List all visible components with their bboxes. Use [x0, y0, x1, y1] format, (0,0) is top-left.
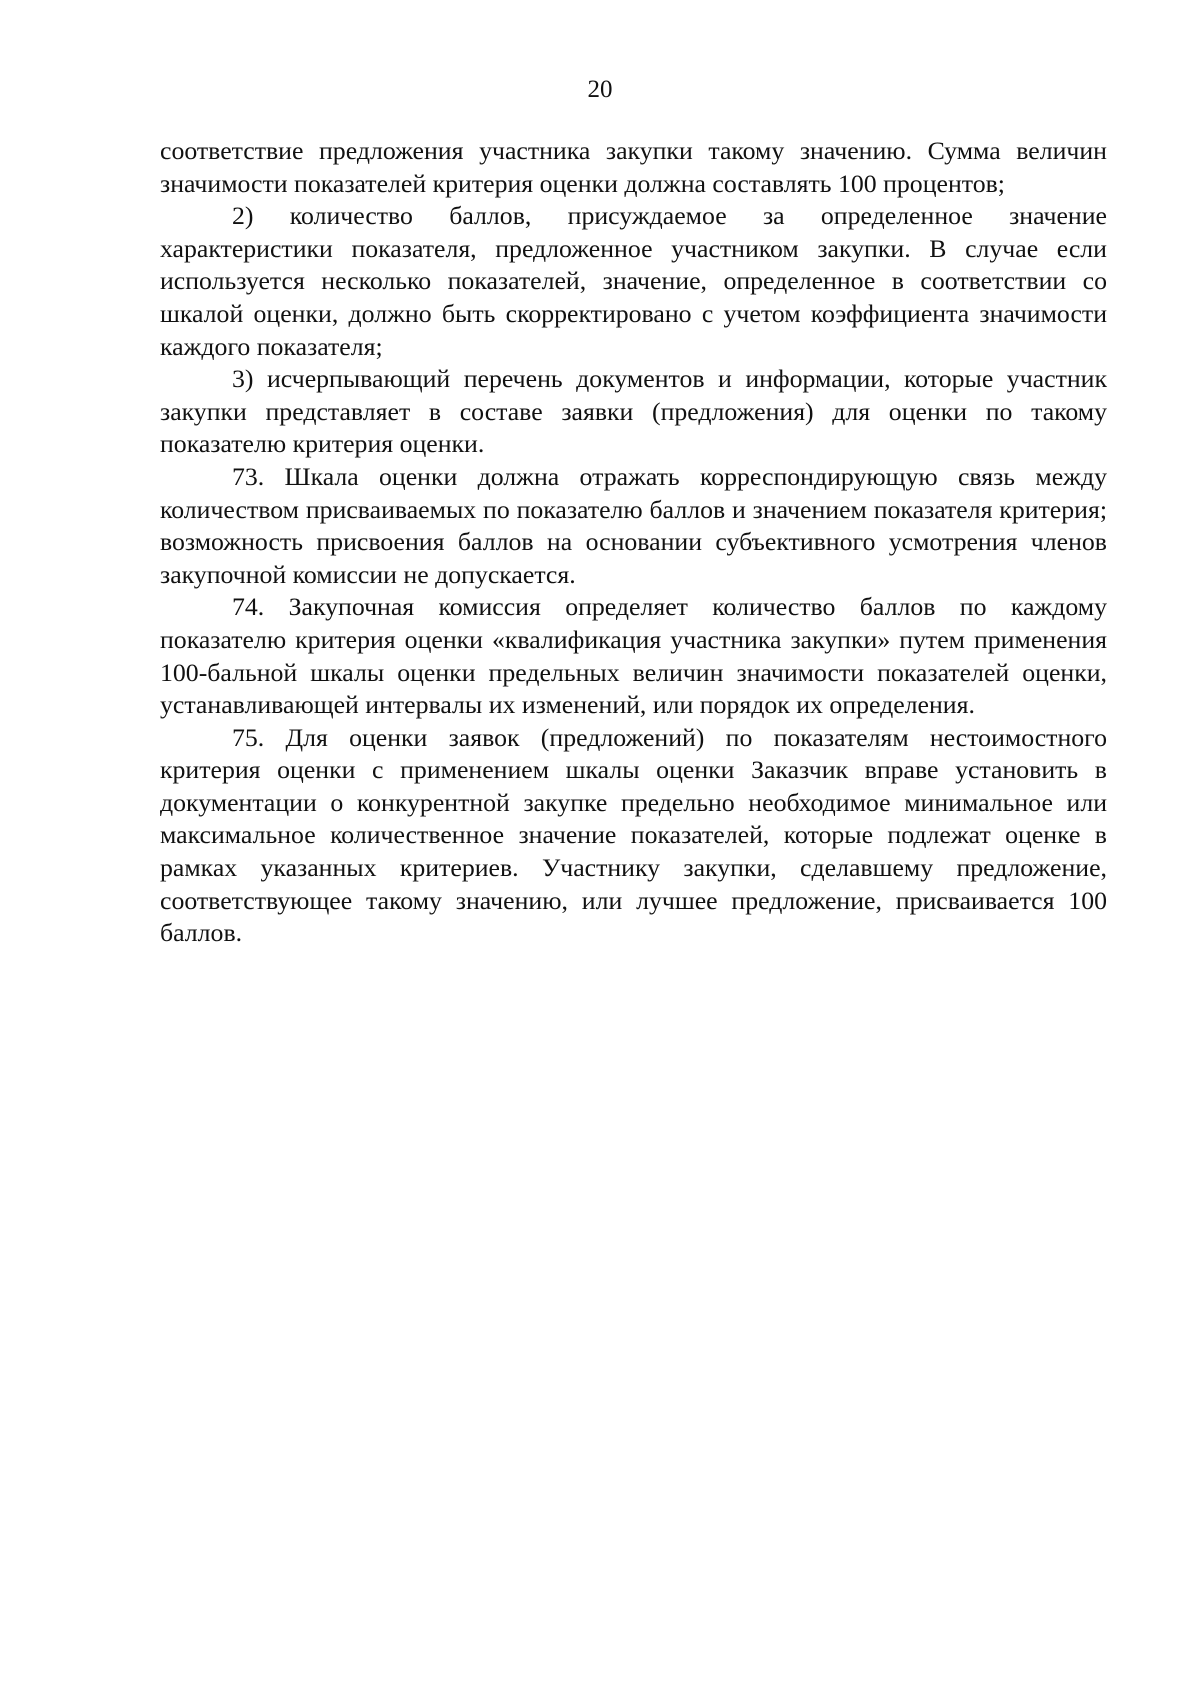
document-body: [160, 135, 1107, 950]
page-number: 20: [587, 76, 613, 103]
paragraph-75: 75. Для оценки заявок (предложений) по показателям нестоимостного критерия оценки с применением шкалы оценки Заказчик вправе установить в документации о конкурентной закупке предельно необходимое минимальное или максимальное количественное значение показателей, которые подлежат оценке в рамках указанных критериев. Участнику закупки, сделавшему предложение, соответствующее такому значению, или лучшее предложение, присваивается 100 баллов.: [160, 722, 1107, 948]
paragraph-item-2: 2) количество баллов, присуждаемое за определенное значение характеристики показателя, предложенное участником закупки. В случае если используется несколько показателей, значение, определенное в соответствии со шкалой оценки, должно быть скорректировано с учетом коэффициента значимости каждого показателя;: [160, 201, 1107, 361]
paragraph-continuation: соответствие предложения участника закупки такому значению. Сумма величин значимости показателей критерия оценки должна составлять 100 процентов;: [160, 136, 1107, 198]
paragraph-73: 73. Шкала оценки должна отражать корреспондирующую связь между количеством присваиваемых по показателю баллов и значением показателя критерия; возможность присвоения баллов на основании субъективного усмотрения членов закупочной комиссии не допускается.: [160, 461, 1107, 589]
paragraph-74: 74. Закупочная комиссия определяет количество баллов по каждому показателю критерия оценки «квалификация участника закупки» путем применения 100-бальной шкалы оценки предельных величин значимости показателей оценки, устанавливающей интервалы их изменений, или порядок их определения.: [160, 592, 1107, 720]
paragraph-item-3: 3) исчерпывающий перечень документов и информации, которые участник закупки представляет в составе заявки (предложения) для оценки по такому показателю критерия оценки.: [160, 364, 1107, 459]
